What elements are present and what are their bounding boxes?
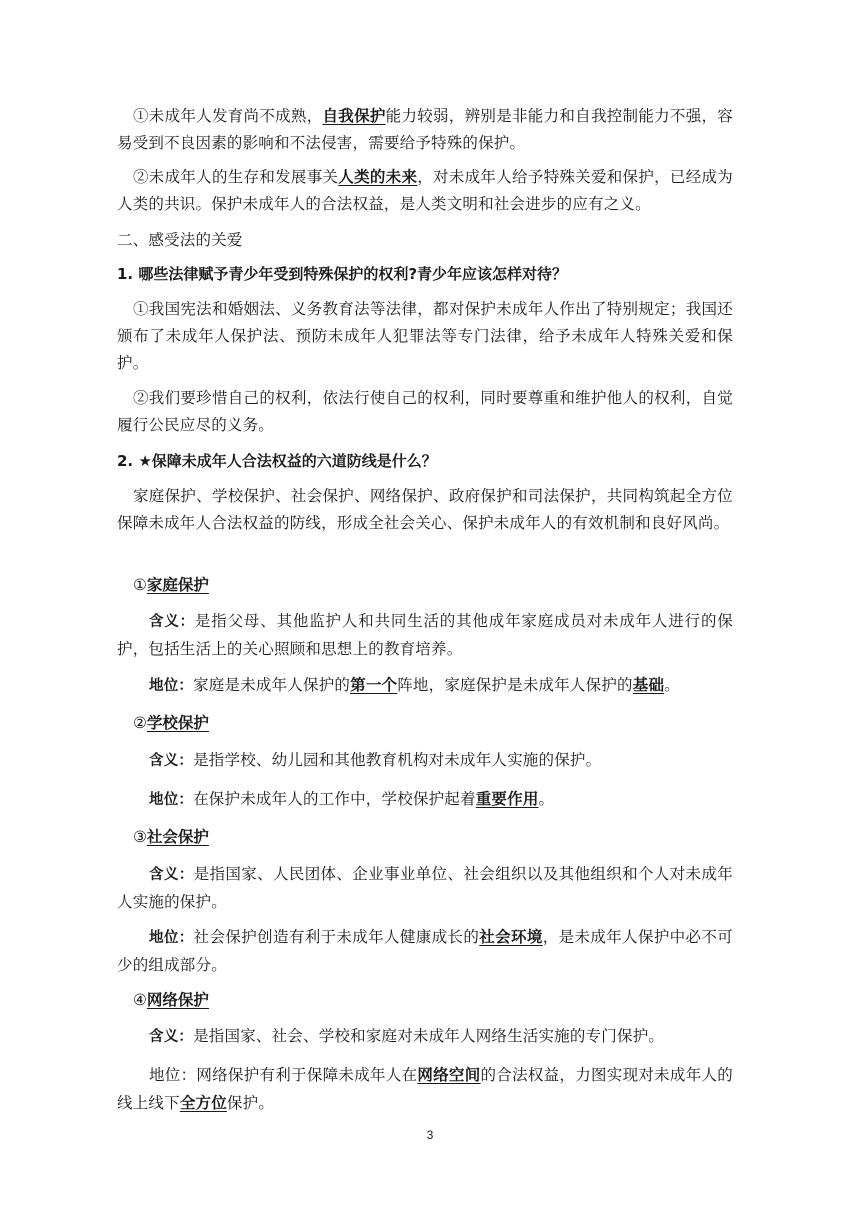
subheading-school-protection: ②学校保护	[133, 713, 209, 732]
status-paragraph: 地位：家庭是未成年人保护的第一个阵地，家庭保护是未成年人保护的基础。	[149, 675, 680, 694]
meaning-paragraph: 含义：是指国家、社会、学校和家庭对未成年人网络生活实施的专门保护。	[149, 1027, 665, 1045]
question-heading-1: 1. 哪些法律赋予青少年受到特殊保护的权利?青少年应该怎样对待？	[117, 265, 568, 283]
status-paragraph: 地位：网络保护有利于保障未成年人在网络空间的合法权益，力图实现对未成年人的线上线下全方位保护。	[117, 1065, 733, 1112]
status-paragraph: 地位：社会保护创造有利于未成年人健康成长的社会环境，是未成年人保护中必不可少的组成部分。	[117, 927, 733, 974]
intro-paragraph: 家庭保护、学校保护、社会保护、网络保护、政府保护和司法保护，共同构筑起全方位保障未成年人合法权益的防线，形成全社会关心、保护未成年人的有效机制和良好风尚。	[117, 487, 733, 532]
answer-paragraph: ②我们要珍惜自己的权利，依法行使自己的权利，同时要尊重和维护他人的权利，自觉履行公民应尽的义务。	[117, 389, 733, 434]
paragraph-human-future: ②未成年人的生存和发展事关人类的未来，对未成年人给予特殊关爱和保护，已经成为人类的共识。保护未成年人的合法权益，是人类文明和社会进步的应有之义。	[117, 167, 733, 213]
subheading-social-protection: ③社会保护	[133, 827, 209, 846]
section-heading: 二、感受法的关爱	[117, 231, 243, 249]
question-heading-2: 2. ★保障未成年人合法权益的六道防线是什么？	[117, 452, 437, 470]
meaning-paragraph: 含义：是指国家、人民团体、企业事业单位、社会组织以及其他组织和个人对未成年人实施的保护。	[117, 865, 733, 911]
meaning-paragraph: 含义：是指学校、幼儿园和其他教育机构对未成年人实施的保护。	[149, 751, 602, 769]
page-number: 3	[426, 1128, 434, 1142]
key-term: 人类的未来	[338, 167, 418, 186]
paragraph-self-protection: ①未成年人发育尚不成熟，自我保护能力较弱，辨别是非能力和自我控制能力不强，容易受到不良因素的影响和不法侵害，需要给予特殊的保护。	[117, 106, 733, 152]
subheading-network-protection: ④网络保护	[133, 990, 209, 1009]
meaning-paragraph: 含义：是指父母、其他监护人和共同生活的其他成年家庭成员对未成年人进行的保护，包括生活上的关心照顾和思想上的教育培养。	[117, 612, 733, 658]
subheading-family-protection: ①家庭保护	[133, 575, 209, 594]
answer-paragraph: ①我国宪法和婚姻法、义务教育法等法律，都对保护未成年人作出了特别规定；我国还颁布了未成年人保护法、预防未成年人犯罪法等专门法律，给予未成年人特殊关爱和保护。	[117, 300, 733, 372]
key-term: 自我保护	[322, 106, 386, 125]
status-paragraph: 地位：在保护未成年人的工作中，学校保护起着重要作用。	[149, 789, 555, 808]
